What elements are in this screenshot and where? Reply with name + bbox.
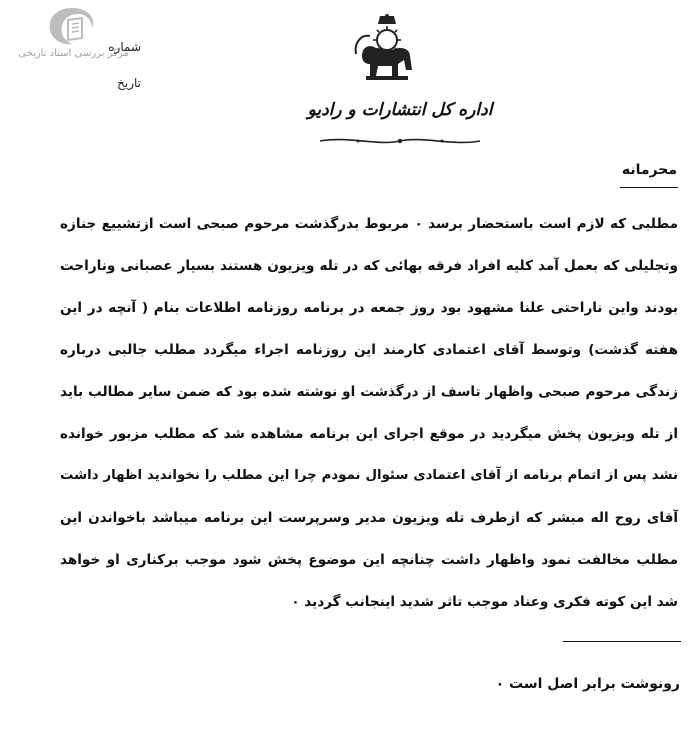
letter-meta (96, 30, 141, 100)
date-row (96, 66, 141, 100)
copy-certification: رونوشت برابر اصل است ۰ (495, 676, 680, 692)
body-line: مطلب مخالفت نمود واظهار داشت چنانچه این موضوع پخش شود موجب برکناری او خواهد (60, 552, 678, 568)
body-line: نشد پس از اتمام برنامه از آقای اعتمادی سئوال نمودم چرا این مطلب را نخواندید اظهار داشت (60, 468, 678, 483)
body-line: آقای روح اله مبشر که ازطرف تله ویزیون مدیر وسرپرست این برنامه میباشد باخواندن این (60, 510, 678, 526)
watermark-text: مرکز بررسی اسناد تاریخی (18, 48, 129, 59)
number-row (96, 30, 141, 64)
archive-logo-icon (42, 4, 102, 48)
body-line: زندگی مرحوم صبحی واظهار تاسف از درگذشت او نوشته شده بود که ضمن سایر مطالب باید (60, 384, 678, 400)
body-line: مطلبی که لازم است باستحضار برسد ۰ مربوط بدرگذشت مرحوم صبحی است ازتشییع جنازه (60, 216, 678, 232)
title-ornament (318, 134, 482, 148)
body-line: بودند واین ناراحتی علنا مشهود بود روز جمعه در برنامه روزنامه اطلاعات بنام ( آنچه در این (60, 300, 678, 316)
body-line: شد این کوته فکری وعناد موجب تاثر شدید اینجانب گردید ۰ (291, 594, 678, 610)
lion-and-sun-emblem (352, 14, 422, 86)
office-title: اداره کل انتشارات و رادیو (307, 100, 493, 120)
classification-underline (620, 187, 678, 188)
number-label: شماره (108, 40, 141, 54)
body-line: هفته گذشت) وتوسط آقای اعتمادی کارمند این روزنامه اجراء میگردد مطلب جالبی درباره (60, 342, 678, 358)
body-line: از تله ویزیون پخش میگردید در موقع اجرای این برنامه مشاهده شد که مطلب مزبور خوانده (60, 426, 678, 442)
date-label: تاریخ (117, 76, 141, 90)
body-line: وتجلیلی که بعمل آمد کلیه افراد فرقه بهائی که در تله ویزیون هستند بسیار عصبانی وناراحت (60, 258, 678, 274)
separator-rule (563, 641, 681, 642)
classification-label: محرمانه (621, 162, 677, 178)
letter-body (60, 212, 678, 632)
